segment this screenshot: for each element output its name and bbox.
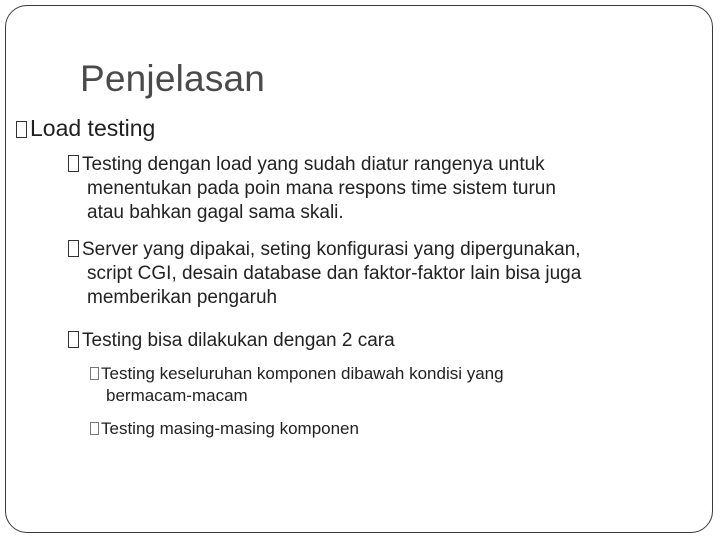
bullet-line: Testing dengan load yang sudah diatur rangenya untuk	[82, 154, 545, 175]
sub-bullet-item-1	[90, 363, 610, 407]
sub-bullet-line: Testing masing-masing komponen	[101, 419, 359, 438]
slide-title: Penjelasan	[80, 58, 266, 99]
sub-bullet-item-2	[90, 418, 610, 440]
bullet-line: Testing bisa dilakukan dengan 2 cara	[82, 330, 395, 351]
sub-bullet-line: Testing keseluruhan komponen dibawah kondisi yang	[101, 364, 504, 383]
bullet-line: script CGI, desain database dan faktor-faktor lain bisa juga	[87, 263, 582, 284]
bullet-item-1	[68, 153, 678, 225]
bullet-line: Server yang dipakai, seting konfigurasi yang dipergunakan,	[82, 239, 581, 260]
bullet-item-3	[68, 329, 678, 353]
square-bullet-icon	[90, 367, 99, 380]
bullet-line: memberikan pengaruh	[87, 287, 278, 308]
heading-text: Load testing	[30, 115, 156, 141]
square-bullet-icon	[68, 155, 79, 172]
square-bullet-icon	[68, 331, 79, 348]
heading-bullet	[16, 114, 155, 142]
sub-bullet-line: bermacam-macam	[106, 386, 248, 405]
square-bullet-icon	[68, 240, 79, 257]
square-bullet-icon	[90, 422, 99, 435]
square-bullet-icon	[16, 121, 27, 138]
bullet-line: atau bahkan gagal sama skali.	[87, 202, 344, 223]
bullet-item-2	[68, 238, 678, 310]
bullet-line: menentukan pada poin mana respons time sistem turun	[87, 178, 556, 199]
